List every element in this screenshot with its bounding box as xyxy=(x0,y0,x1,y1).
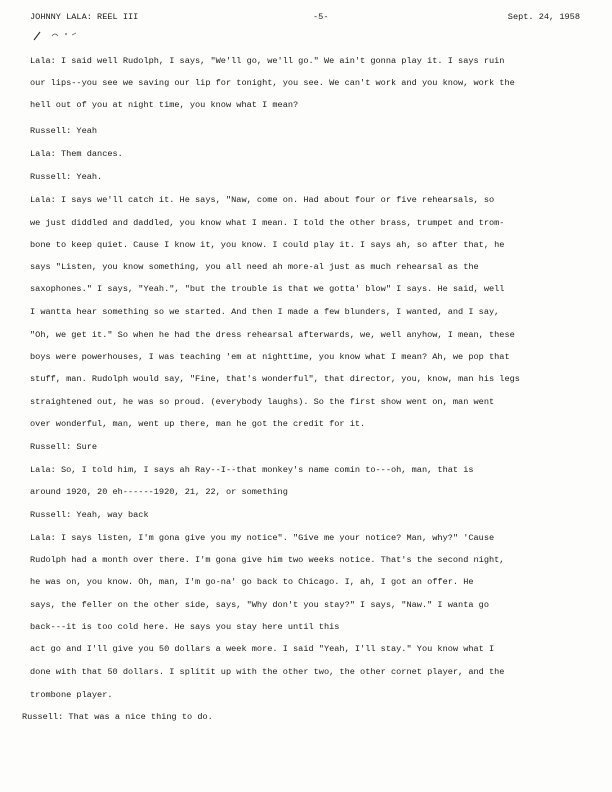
transcript-line: Lala: I says we'll catch it. He says, "Naw, come on. Had about four or five rehearsals, so xyxy=(30,195,495,205)
transcript-line: Russell: Sure xyxy=(30,442,98,452)
date: Sept. 24, 1958 xyxy=(507,12,580,22)
transcript-line: says "Listen, you know something, you all need ah more-al just as much rehearsal as the xyxy=(30,262,479,272)
transcript-line: Russell: That was a nice thing to do. xyxy=(22,712,213,722)
transcript-line: Lala: I says listen, I'm gona give you my notice". "Give me your notice? Man, why?" 'Cause xyxy=(30,533,495,543)
transcript-line: trombone player. xyxy=(30,690,113,700)
transcript-line: over wonderful, man, went up there, man he got the credit for it. xyxy=(30,419,366,429)
page-number: -5- xyxy=(313,12,329,22)
reel-title: JOHNNY LALA: REEL III xyxy=(30,12,139,22)
transcript-line: "Oh, we get it." So when he had the dress rehearsal afterwards, we, well anyhow, I mean, these xyxy=(30,330,515,340)
transcript-line: Russell: Yeah, way back xyxy=(30,510,149,520)
transcript-line: act go and I'll give you 50 dollars a week more. I said "Yeah, I'll stay." You know what I xyxy=(30,644,495,654)
transcript-line: straightened out, he was so proud. (everybody laughs). So the first show went on, man went xyxy=(30,397,495,407)
transcript-line: our lips--you see we saving our lip for tonight, you see. We can't work and you know, work the xyxy=(30,78,515,88)
transcript-line: says, the feller on the other side, says, "Why don't you stay?" I says, "Naw." I wanta go xyxy=(30,600,489,610)
page-header xyxy=(30,12,590,24)
transcript-line: stuff, man. Rudolph would say, "Fine, that's wonderful", that director, you, know, man his legs xyxy=(30,374,520,384)
transcript-line: Rudolph had a month over there. I'm gona give him two weeks notice. That's the second night, xyxy=(30,555,505,565)
transcript-line: Lala: Them dances. xyxy=(30,149,123,159)
transcript-line: Russell: Yeah xyxy=(30,126,98,136)
transcript-line: saxophones." I says, "Yeah.", "but the trouble is that we gotta' blow" I says. He said, well xyxy=(30,284,505,294)
transcript-line: done with that 50 dollars. I splitit up with the other two, the other cornet player, and the xyxy=(30,667,505,677)
transcript-line: hell out of you at night time, you know what I mean? xyxy=(30,100,299,110)
transcript-line: Lala: I said well Rudolph, I says, "We'll go, we'll go." We ain't gonna play it. I says ruin xyxy=(30,56,505,66)
transcript-line: back---it is too cold here. He says you stay here until this xyxy=(30,622,340,632)
transcript-line: we just diddled and daddled, you know what I mean. I told the other brass, trumpet and trom- xyxy=(30,218,505,228)
transcript-line: around 1920, 20 eh------1920, 21, 22, or something xyxy=(30,487,288,497)
transcript-line: boys were powerhouses, I was teaching 'em at nighttime, you know what I mean? Ah, we pop that xyxy=(30,352,510,362)
transcript-line: Russell: Yeah. xyxy=(30,172,103,182)
handwritten-mark xyxy=(32,28,92,42)
transcript-line: Lala: So, I told him, I says ah Ray--I--that monkey's name comin to---oh, man, that is xyxy=(30,465,474,475)
transcript-line: he was on, you know. Oh, man, I'm go-na' go back to Chicago. I, ah, I got an offer. He xyxy=(30,577,474,587)
transcript-line: I wantta hear something so we started. And then I made a few blunders, I wanted, and I say, xyxy=(30,307,500,317)
transcript-line: bone to keep quiet. Cause I know it, you know. I could play it. I says ah, so after that, he xyxy=(30,240,505,250)
